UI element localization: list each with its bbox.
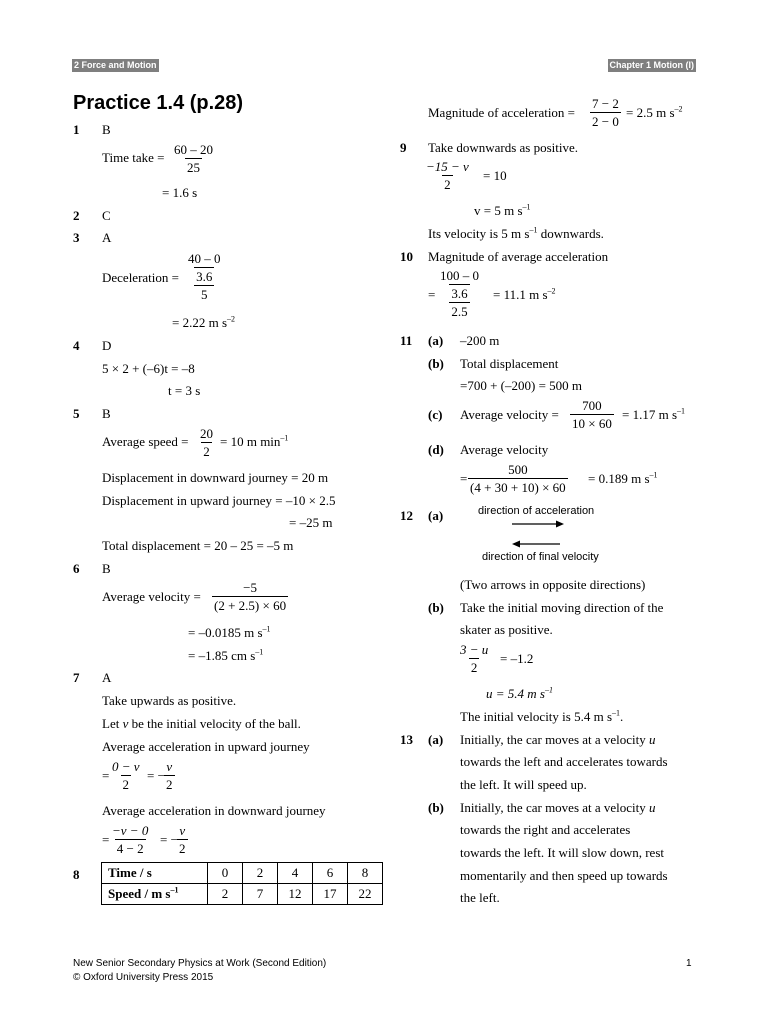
q8-speed-cell: 7 <box>243 884 278 905</box>
q11-d-result <box>588 471 658 487</box>
q11-d-line-1: Average velocity <box>460 442 549 457</box>
q7-eq-2: = <box>102 832 110 847</box>
q2-answer: C <box>102 208 111 223</box>
q7-number: 7 <box>73 670 80 685</box>
q11-a-text: –200 m <box>460 333 500 348</box>
q3-label: Deceleration = <box>102 270 179 285</box>
q3-fraction <box>186 250 223 303</box>
q11-d-num: 500 <box>508 462 528 477</box>
q7-mid-2: = − <box>160 832 178 847</box>
q12-conc-end: . <box>620 709 624 724</box>
q9-conc-end: downwards. <box>537 226 604 241</box>
q7-line-2b: be the initial velocity of the ball. <box>128 716 301 731</box>
q12-a-note: (Two arrows in opposite directions) <box>460 577 646 592</box>
q9-line-1: Take downwards as positive. <box>428 140 579 155</box>
q1-frac-den: 25 <box>187 160 200 175</box>
q12-b-line-1: Take the initial moving direction of the <box>460 600 664 615</box>
q8-acc-label: Magnitude of acceleration = <box>428 105 576 120</box>
q5-downward: Displacement in downward journey = 20 m <box>102 470 329 485</box>
q8-speed-cell: 17 <box>313 884 348 905</box>
q12-u-text: u = 5.4 m s <box>486 686 545 701</box>
q8-speed-header-sup: –1 <box>170 885 179 895</box>
q13-b-line: momentarily and then speed up towards <box>460 868 668 883</box>
header-chapter-section: 2 Force and Motion <box>74 60 157 70</box>
q5-speed-label: Average speed = <box>102 434 189 449</box>
q6-result-2-text: = –1.85 cm s <box>188 648 256 663</box>
q11-d-fraction <box>468 461 568 496</box>
q6-frac-den: (2 + 2.5) × 60 <box>214 598 287 613</box>
q3-answer: A <box>102 230 112 245</box>
q11-d-eq: = <box>460 471 468 486</box>
q7-frac-1b-den: 2 <box>166 777 173 792</box>
final-velocity-arrow-label: direction of final velocity <box>482 551 599 563</box>
footer-book-title: New Senior Secondary Physics at Work (Second Edition) <box>73 958 327 969</box>
q12-frac-num: 3 − u <box>460 642 489 657</box>
table-row <box>102 884 383 905</box>
q8-acc-sup: –2 <box>674 104 683 114</box>
q7-line-4: Average acceleration in downward journey <box>102 803 326 818</box>
q12-u-sup: –1 <box>544 685 553 695</box>
q8-speed-cell: 2 <box>208 884 243 905</box>
q13-b-line: the left. <box>460 890 500 905</box>
q10-line-1: Magnitude of average acceleration <box>428 249 609 264</box>
q8-acc-den: 2 − 0 <box>592 114 619 129</box>
q12-conclusion <box>460 709 623 725</box>
q8-time-cell: 8 <box>348 863 383 884</box>
header-chapter-title: Chapter 1 Motion (I) <box>609 60 694 70</box>
q12-frac-den: 2 <box>470 660 478 675</box>
q11-number: 11 <box>400 333 413 348</box>
q6-frac-num: −5 <box>243 580 257 595</box>
q9-frac-result: = 10 <box>483 168 507 183</box>
q6-result-2 <box>188 648 263 664</box>
q6-result-1-text: = –0.0185 m s <box>188 625 263 640</box>
q8-acc-result <box>626 105 683 121</box>
q11-c-result-text: = 1.17 m s <box>622 407 678 422</box>
q6-fraction <box>212 579 288 614</box>
q9-v-result <box>474 203 531 219</box>
q12-b-label: (b) <box>428 600 444 615</box>
q12-number: 12 <box>400 508 413 523</box>
q5-speed-result <box>220 434 288 450</box>
q8-speed-cell: 22 <box>348 884 383 905</box>
q5-frac-num: 20 <box>200 426 213 441</box>
q10-number: 10 <box>400 249 413 264</box>
q6-answer: B <box>102 561 111 576</box>
q7-frac-2b-den: 2 <box>179 841 186 856</box>
q4-result: t = 3 s <box>168 383 201 398</box>
q12-u-result <box>486 686 553 702</box>
q10-den: 2.5 <box>451 304 468 319</box>
q7-frac-2b <box>177 822 188 857</box>
q9-frac-den: 2 <box>444 177 451 192</box>
q8-time-cell: 2 <box>243 863 278 884</box>
q12-frac-result: = –1.2 <box>500 651 534 666</box>
q5-speed-result-text: = 10 m min <box>220 434 281 449</box>
q10-eq: = <box>428 287 436 302</box>
q7-frac-1-den: 2 <box>122 777 130 792</box>
q7-eq-1: = <box>102 768 110 783</box>
q8-speed-header <box>102 884 208 905</box>
q10-result-text: = 11.1 m s <box>493 287 548 302</box>
q1-label: Time take = <box>102 150 165 165</box>
q4-number: 4 <box>73 338 80 353</box>
q7-frac-2b-num: v <box>179 823 186 838</box>
q5-fraction <box>198 425 215 460</box>
q11-c-label: (c) <box>428 407 443 422</box>
q9-v-sup: –1 <box>522 202 531 212</box>
q8-time-cell: 0 <box>208 863 243 884</box>
q8-acc-fraction <box>590 95 621 130</box>
q5-speed-sup: –1 <box>280 433 289 443</box>
q13-b-line: towards the left. It will slow down, rest <box>460 845 664 860</box>
q6-label: Average velocity = <box>102 589 201 604</box>
q11-d-sup: –1 <box>649 470 658 480</box>
q1-number: 1 <box>73 122 80 137</box>
q3-num-top: 40 – 0 <box>188 251 221 266</box>
q3-num-mid: 3.6 <box>196 269 213 284</box>
q11-c-fraction <box>570 397 614 432</box>
q9-conc-text: Its velocity is 5 m s <box>428 226 530 241</box>
q5-answer: B <box>102 406 111 421</box>
q7-line-2a: Let <box>102 716 123 731</box>
q10-fraction <box>438 267 481 320</box>
q13-number: 13 <box>400 732 413 747</box>
q6-result-2-sup: –1 <box>255 647 264 657</box>
q13-b-label: (b) <box>428 800 444 815</box>
q7-line-2 <box>102 716 301 732</box>
q3-result-text: = 2.22 m s <box>172 315 228 330</box>
q13-b-line: Initially, the car moves at a velocity u <box>460 800 656 815</box>
q7-frac-1 <box>110 758 142 793</box>
footer-copyright: © Oxford University Press 2015 <box>73 972 214 983</box>
q8-speed-cell: 12 <box>278 884 313 905</box>
q9-conclusion <box>428 226 604 242</box>
q13-a-line: towards the left and accelerates towards <box>460 754 668 769</box>
left-arrow-icon <box>510 539 566 549</box>
q13-a-line: Initially, the car moves at a velocity u <box>460 732 656 747</box>
q8-table <box>101 862 383 905</box>
q9-fraction <box>424 158 471 193</box>
q8-time-header: Time / s <box>102 863 208 884</box>
right-arrow-icon <box>510 519 566 529</box>
q10-result <box>493 287 556 303</box>
q5-upward-result: = –25 m <box>289 515 333 530</box>
q1-result: = 1.6 s <box>162 185 198 200</box>
q8-speed-header-text: Speed / m s <box>108 886 171 901</box>
q1-frac-num: 60 – 20 <box>174 142 213 157</box>
q11-c-num: 700 <box>582 398 602 413</box>
q5-frac-den: 2 <box>203 444 210 459</box>
q11-b-line-2: =700 + (–200) = 500 m <box>460 378 583 393</box>
q11-a-label: (a) <box>428 333 444 348</box>
q8-acc-num: 7 − 2 <box>592 96 619 111</box>
page-title: Practice 1.4 (p.28) <box>73 92 244 114</box>
q7-line-2v: v <box>122 716 129 731</box>
q13-a-line: the left. It will speed up. <box>460 777 587 792</box>
q11-d-den: (4 + 30 + 10) × 60 <box>470 480 566 495</box>
variable-u: u <box>649 800 656 815</box>
q11-c-result <box>622 407 685 423</box>
q8-acc-result-text: = 2.5 m s <box>626 105 675 120</box>
q8-time-cell: 6 <box>313 863 348 884</box>
variable-u: u <box>649 732 656 747</box>
q10-num-mid: 3.6 <box>451 286 468 301</box>
q7-frac-2-num: −v − 0 <box>112 823 149 838</box>
q13-b-line: towards the right and accelerates <box>460 822 631 837</box>
q5-upward: Displacement in upward journey = –10 × 2.5 <box>102 493 336 508</box>
q12-conc-sup: –1 <box>612 708 621 718</box>
q9-conc-sup: –1 <box>529 225 538 235</box>
q1-fraction <box>172 141 215 176</box>
q7-frac-1b <box>164 758 175 793</box>
q12-conc-text: The initial velocity is 5.4 m s <box>460 709 613 724</box>
q3-number: 3 <box>73 230 80 245</box>
q7-frac-2-den: 4 − 2 <box>116 841 144 856</box>
page-number: 1 <box>686 958 692 969</box>
q6-number: 6 <box>73 561 80 576</box>
q3-den: 5 <box>201 287 208 302</box>
q11-b-line-1: Total displacement <box>460 356 559 371</box>
q10-result-sup: –2 <box>547 286 556 296</box>
q8-time-cell: 4 <box>278 863 313 884</box>
q8-number: 8 <box>73 867 80 882</box>
q10-num-top: 100 – 0 <box>440 268 479 283</box>
q12-a-label: (a) <box>428 508 444 523</box>
q6-result-1 <box>188 625 271 641</box>
table-row <box>102 863 383 884</box>
q13-a-label: (a) <box>428 732 444 747</box>
q11-d-result-text: = 0.189 m s <box>588 471 650 486</box>
q7-frac-1-num: 0 − v <box>112 759 140 774</box>
q5-number: 5 <box>73 406 80 421</box>
q7-frac-2 <box>110 822 150 857</box>
q9-frac-num: −15 − v <box>426 159 469 174</box>
q2-number: 2 <box>73 208 80 223</box>
q4-answer: D <box>102 338 112 353</box>
q11-c-sup: –1 <box>677 406 686 416</box>
q7-mid-1: = − <box>147 768 165 783</box>
q5-total: Total displacement = 20 – 25 = –5 m <box>102 538 294 553</box>
q3-result <box>172 315 235 331</box>
q7-line-3: Average acceleration in upward journey <box>102 739 310 754</box>
q11-c-text: Average velocity = <box>460 407 559 422</box>
q12-fraction <box>458 641 490 676</box>
q11-b-label: (b) <box>428 356 444 371</box>
q9-v-text: v = 5 m s <box>474 203 523 218</box>
q3-result-sup: –2 <box>227 314 236 324</box>
q11-d-label: (d) <box>428 442 444 457</box>
acceleration-arrow-label: direction of acceleration <box>478 505 595 517</box>
q6-result-1-sup: –1 <box>262 624 271 634</box>
q7-frac-1b-num: v <box>166 759 173 774</box>
q11-c-den: 10 × 60 <box>572 416 612 431</box>
q12-b-line-2: skater as positive. <box>460 622 553 637</box>
q7-answer: A <box>102 670 112 685</box>
q4-equation: 5 × 2 + (–6)t = –8 <box>102 361 195 376</box>
q9-number: 9 <box>400 140 407 155</box>
q1-answer: B <box>102 122 111 137</box>
q7-line-1: Take upwards as positive. <box>102 693 237 708</box>
